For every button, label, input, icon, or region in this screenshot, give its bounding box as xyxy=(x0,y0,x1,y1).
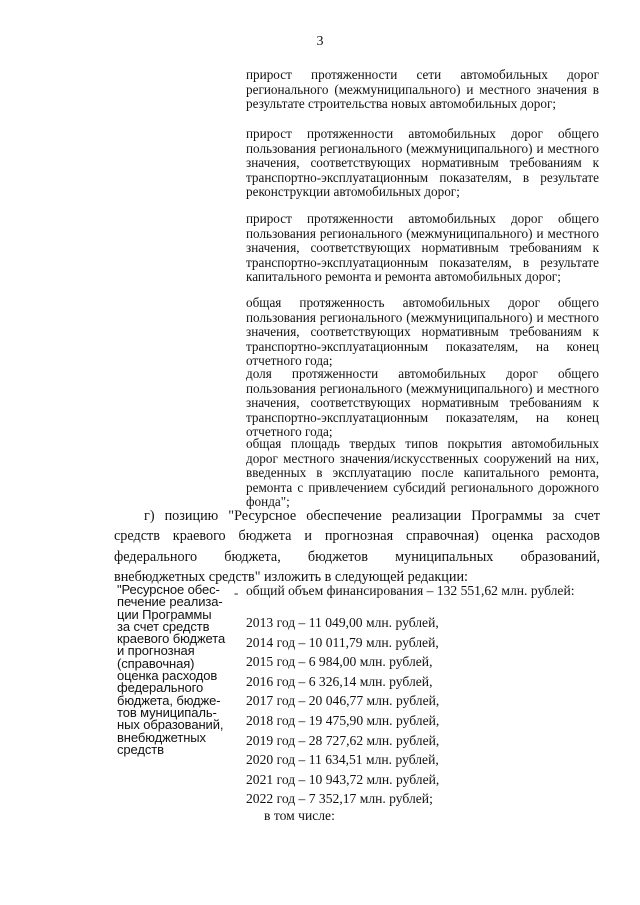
year-line-2014: 2014 год – 10 011,79 млн. рублей, xyxy=(246,634,439,650)
paragraph-g: г) позицию "Ресурсное обеспечение реализации Программы за счет средств краевого бюджета и прогнозная справочная) оценка расходов федерального бюджета, бюджетов муниципальных образований, внебюджетных средств" изложить в следующей редакции: xyxy=(114,508,600,586)
list-item-3: прирост протяженности автомобильных дорог общего пользования регионального (межмуниципального) и местного значения, соответствующих нормативным требованиям к транспортно-эксплуатационным показателям, в результате капитального ремонта и ремонта автомобильных дорог; xyxy=(246,211,599,285)
year-line-2015: 2015 год – 6 984,00 млн. рублей, xyxy=(246,654,433,670)
list-item-2: прирост протяженности автомобильных дорог общего пользования регионального (межмуниципального) и местного значения, соответствующих нормативным требованиям к транспортно-эксплуатационным показателям, в результате реконструкции автомобильных дорог; xyxy=(246,126,599,200)
year-line-2020: 2020 год – 11 634,51 млн. рублей, xyxy=(246,752,439,768)
list-item-5: доля протяженности автомобильных дорог общего пользования регионального (межмуниципального) и местного значения, соответствующих нормативным требованиям к транспортно-эксплуатационным показателям, на конец отчетного года; xyxy=(246,366,599,440)
list-item-4: общая протяженность автомобильных дорог общего пользования регионального (межмуниципального) и местного значения, соответствующих нормативным требованиям к транспортно-эксплуатационным показателям, на конец отчетного года; xyxy=(246,295,599,369)
year-line-2019: 2019 год – 28 727,62 млн. рублей, xyxy=(246,732,440,748)
page-number: 3 xyxy=(316,34,324,49)
year-line-2022: 2022 год – 7 352,17 млн. рублей; xyxy=(246,791,433,807)
year-line-2017: 2017 год – 20 046,77 млн. рублей, xyxy=(246,693,440,709)
funding-total: общий объем финансирования – 132 551,62 млн. рублей: xyxy=(246,583,575,598)
resource-label: "Ресурсное обес- печение реализа- ции Программы за счет средств краевого бюджета и прогнозная (справочная) оценка расходов федерального бюджета, бюдже- тов муниципаль- ных образований, внебюджетных средств xyxy=(117,582,226,757)
year-line-2018: 2018 год – 19 475,90 млн. рублей, xyxy=(246,712,440,728)
year-line-2021: 2021 год – 10 943,72 млн. рублей, xyxy=(246,771,440,787)
list-item-1: прирост протяженности сети автомобильных дорог регионального (межмуниципального) и местного значения в результате строительства новых автомобильных дорог; xyxy=(246,67,599,112)
year-line-2013: 2013 год – 11 049,00 млн. рублей, xyxy=(246,615,439,630)
year-line-2016: 2016 год – 6 326,14 млн. рублей, xyxy=(246,673,433,689)
dash-separator: - xyxy=(234,585,239,600)
funding-years-list xyxy=(246,613,439,809)
including-label: в том числе: xyxy=(264,808,335,823)
list-item-6: общая площадь твердых типов покрытия автомобильных дорог местного значения/искусственных сооружений на них, введенных в эксплуатацию после капитального ремонта, ремонта с привлечением субсидий регионального дорожного фонда"; xyxy=(246,436,599,510)
